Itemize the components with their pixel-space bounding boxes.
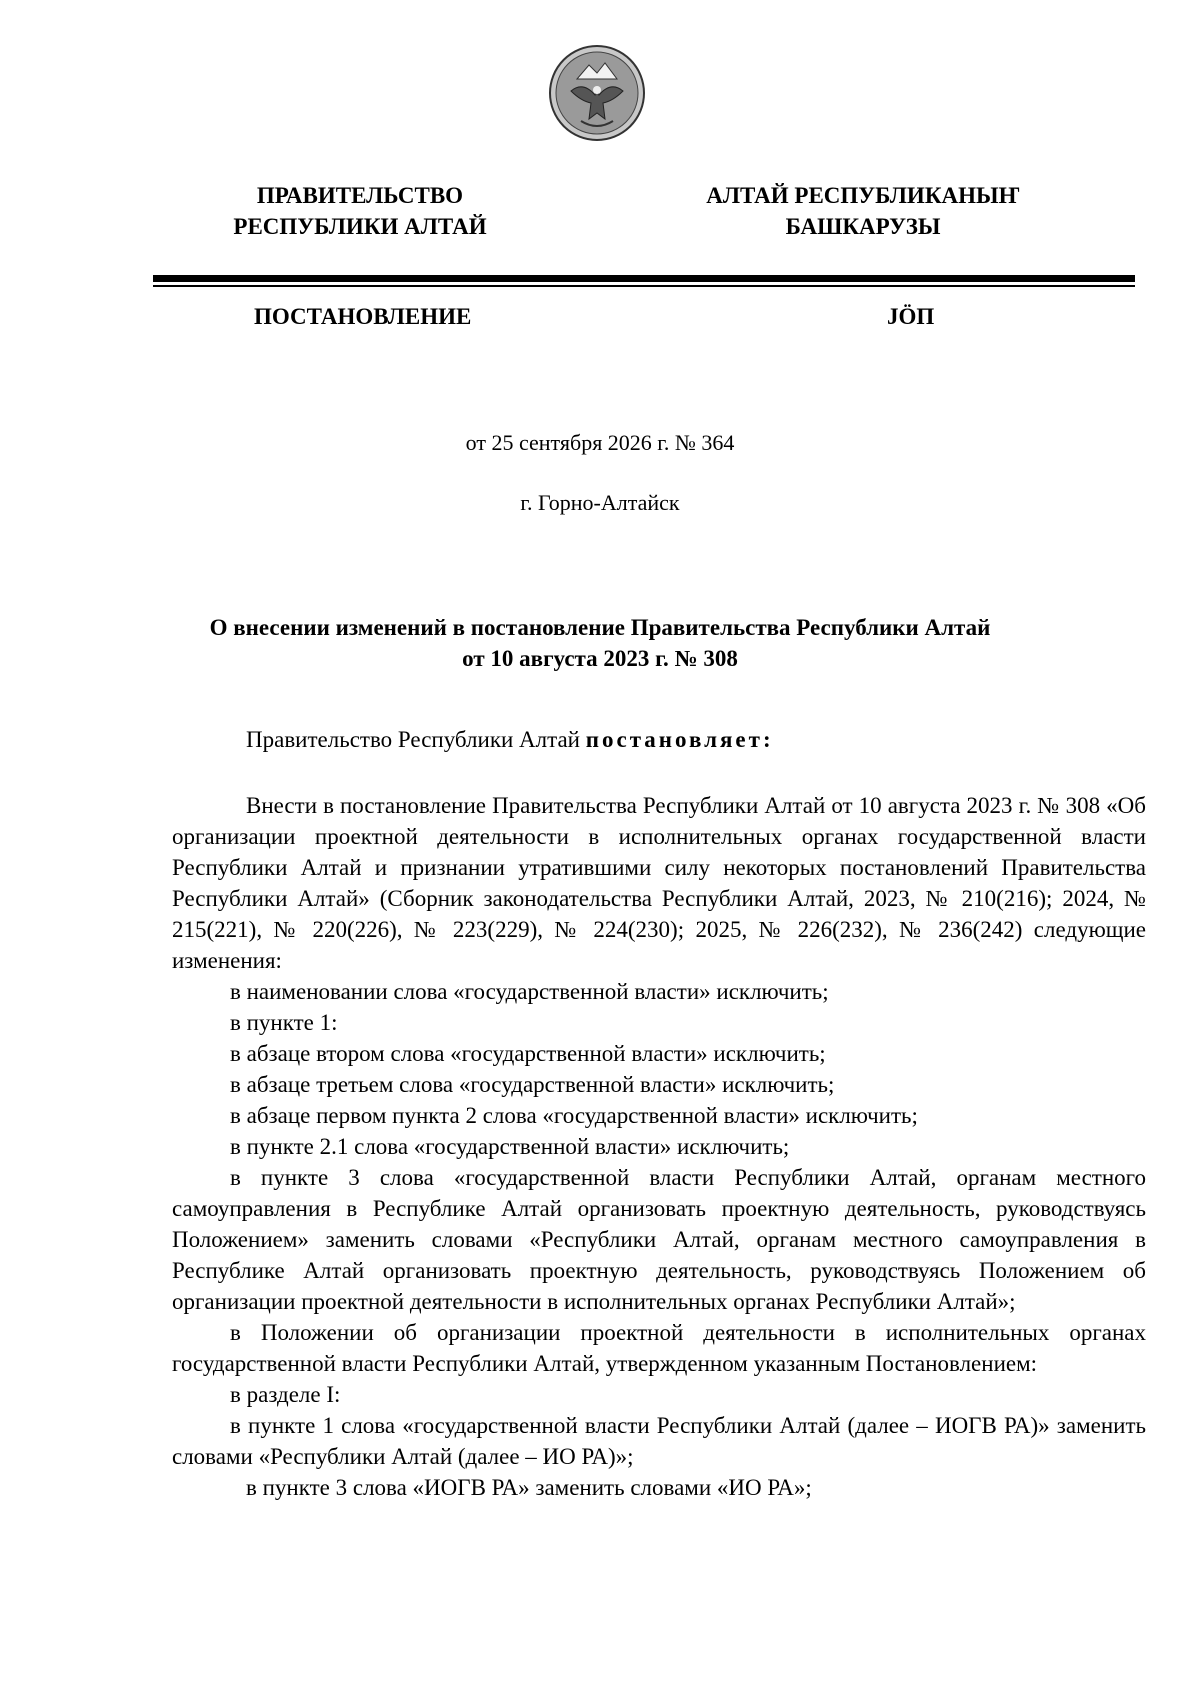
paragraph-item: в Положении об организации проектной деятельности в исполнительных органах государственной власти Республики Алтай, утвержденном указанным Постановлением:	[172, 1320, 1146, 1376]
paragraph-item: в пункте 3 слова «государственной власти Республики Алтай, органам местного самоуправления в Республике Алтай организовать проектную деятельность, руководствуясь Положением» заменить словами «Республики Алтай, органам местного самоуправления в Республике Алтай организовать проектную деятельность, руководствуясь Положением об организации проектной деятельности в исполнительных органах Республики Алтай»;	[172, 1165, 1146, 1314]
paragraph-item: в пункте 1 слова «государственной власти Республики Алтай (далее – ИОГВ РА)» заменить словами «Республики Алтай (далее – ИО РА)»;	[172, 1413, 1146, 1469]
paragraph-item: в пункте 3 слова «ИОГВ РА» заменить словами «ИО РА»;	[246, 1475, 812, 1500]
government-name-ru	[180, 180, 540, 242]
doctype-alt: JӦП	[887, 304, 935, 329]
paragraph-main: Внести в постановление Правительства Республики Алтай от 10 августа 2023 г. № 308 «Об организации проектной деятельности в исполнительных органах государственной власти Республики Алтай и признании утратившими силу некоторых постановлений Правительства Республики Алтай» (Сборник законодательства Республики Алтай, 2023, № 210(216); 2024, № 215(221), № 220(226), № 223(229), № 224(230); 2025, № 226(232), № 236(242) следующие изменения:	[172, 793, 1146, 973]
coat-of-arms-emblem	[547, 43, 647, 143]
preamble-text: Правительство Республики Алтай	[246, 727, 586, 752]
paragraph-item: в пункте 2.1 слова «государственной власти» исключить;	[230, 1134, 790, 1159]
paragraph-item: в наименовании слова «государственной власти» исключить;	[230, 979, 829, 1004]
decree-word: постановляет:	[585, 727, 774, 752]
paragraph-item: в абзаце третьем слова «государственной власти» исключить;	[230, 1072, 835, 1097]
government-name-alt	[683, 180, 1043, 242]
doctype-ru: ПОСТАНОВЛЕНИЕ	[254, 304, 472, 329]
header-left-line2: РЕСПУБЛИКИ АЛТАЙ	[233, 214, 487, 239]
preamble	[246, 727, 774, 753]
header-right-line2: БАШКАРУЗЫ	[785, 214, 941, 239]
document-body	[172, 790, 1146, 1503]
paragraph-item: в абзаце втором слова «государственной власти» исключить;	[230, 1041, 826, 1066]
header-divider-thick	[153, 275, 1135, 282]
header-right-line1: АЛТАЙ РЕСПУБЛИКАНЫҤ	[706, 183, 1020, 208]
document-city: г. Горно-Алтайск	[520, 490, 680, 515]
paragraph-item: в разделе I:	[230, 1382, 341, 1407]
title-line1: О внесении изменений в постановление Правительства Республики Алтай	[209, 615, 991, 640]
paragraph-item: в абзаце первом пункта 2 слова «государственной власти» исключить;	[230, 1103, 918, 1128]
header-divider-thin	[153, 285, 1135, 287]
header-left-line1: ПРАВИТЕЛЬСТВО	[256, 183, 464, 208]
document-date-number: от 25 сентября 2026 г. № 364	[465, 430, 735, 455]
document-title	[0, 612, 1200, 674]
title-line2: от 10 августа 2023 г. № 308	[462, 646, 738, 671]
paragraph-item: в пункте 1:	[230, 1010, 338, 1035]
